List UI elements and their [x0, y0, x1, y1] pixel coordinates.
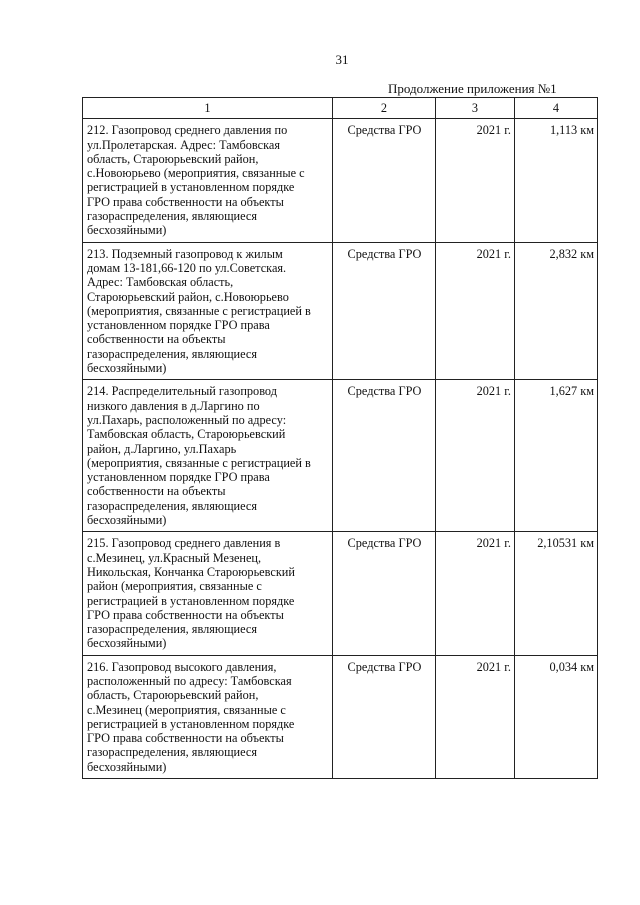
table-header-row	[83, 98, 598, 119]
row-year: 2021 г.	[436, 532, 515, 655]
row-length: 2,10531 км	[515, 532, 598, 655]
row-length: 1,627 км	[515, 380, 598, 532]
row-length: 1,113 км	[515, 119, 598, 242]
page-number: 31	[335, 52, 349, 67]
row-description: 214. Распределительный газопровод низкого давления в д.Ларгино по ул.Пахарь, расположенный по адресу: Тамбовская область, Староюрьевский район, д.Ларгино, ул.Пахарь (мероприятия, связанные с регистрацией в установленном порядке ГРО права собственности на объекты газораспределения, являющиеся бесхозяйными)	[83, 380, 333, 532]
row-year: 2021 г.	[436, 242, 515, 380]
row-description: 213. Подземный газопровод к жилым домам 13-181,66-120 по ул.Советская. Адрес: Тамбовская область, Староюрьевский район, с.Новоюрьево (мероприятия, связанные с регистрацией в установленном порядке ГРО права собственности на объекты газораспределения, являющиеся бесхозяйными)	[83, 242, 333, 380]
row-year: 2021 г.	[436, 380, 515, 532]
row-funding-source: Средства ГРО	[333, 119, 436, 242]
table-row	[83, 532, 598, 655]
table-row	[83, 380, 598, 532]
header-col-1: 1	[83, 98, 333, 119]
row-year: 2021 г.	[436, 655, 515, 778]
row-length: 0,034 км	[515, 655, 598, 778]
row-funding-source: Средства ГРО	[333, 532, 436, 655]
appendix-continuation-label: Продолжение приложения №1	[388, 81, 557, 96]
header-col-2: 2	[333, 98, 436, 119]
row-length: 2,832 км	[515, 242, 598, 380]
row-funding-source: Средства ГРО	[333, 242, 436, 380]
row-description: 215. Газопровод среднего давления в с.Мезинец, ул.Красный Мезенец, Никольская, Кончанка Староюрьевский район (мероприятия, связанные с регистрацией в установленном порядке ГРО права собственности на объекты газораспределения, являющиеся бесхозяйными)	[83, 532, 333, 655]
row-year: 2021 г.	[436, 119, 515, 242]
header-col-4: 4	[515, 98, 598, 119]
row-description: 212. Газопровод среднего давления по ул.Пролетарская. Адрес: Тамбовская область, Староюрьевский район, с.Новоюрьево (мероприятия, связанные с регистрацией в установленном порядке ГРО права собственности на объекты газораспределения, являющиеся бесхозяйными)	[83, 119, 333, 242]
table-row	[83, 655, 598, 778]
row-funding-source: Средства ГРО	[333, 380, 436, 532]
row-funding-source: Средства ГРО	[333, 655, 436, 778]
header-col-3: 3	[436, 98, 515, 119]
table-row	[83, 242, 598, 380]
gas-pipeline-table	[82, 97, 598, 779]
table-row	[83, 119, 598, 242]
row-description: 216. Газопровод высокого давления, расположенный по адресу: Тамбовская область, Староюрьевский район, с.Мезинец (мероприятия, связанные с регистрацией в установленном порядке ГРО права собственности на объекты газораспределения, являющиеся бесхозяйными)	[83, 655, 333, 778]
